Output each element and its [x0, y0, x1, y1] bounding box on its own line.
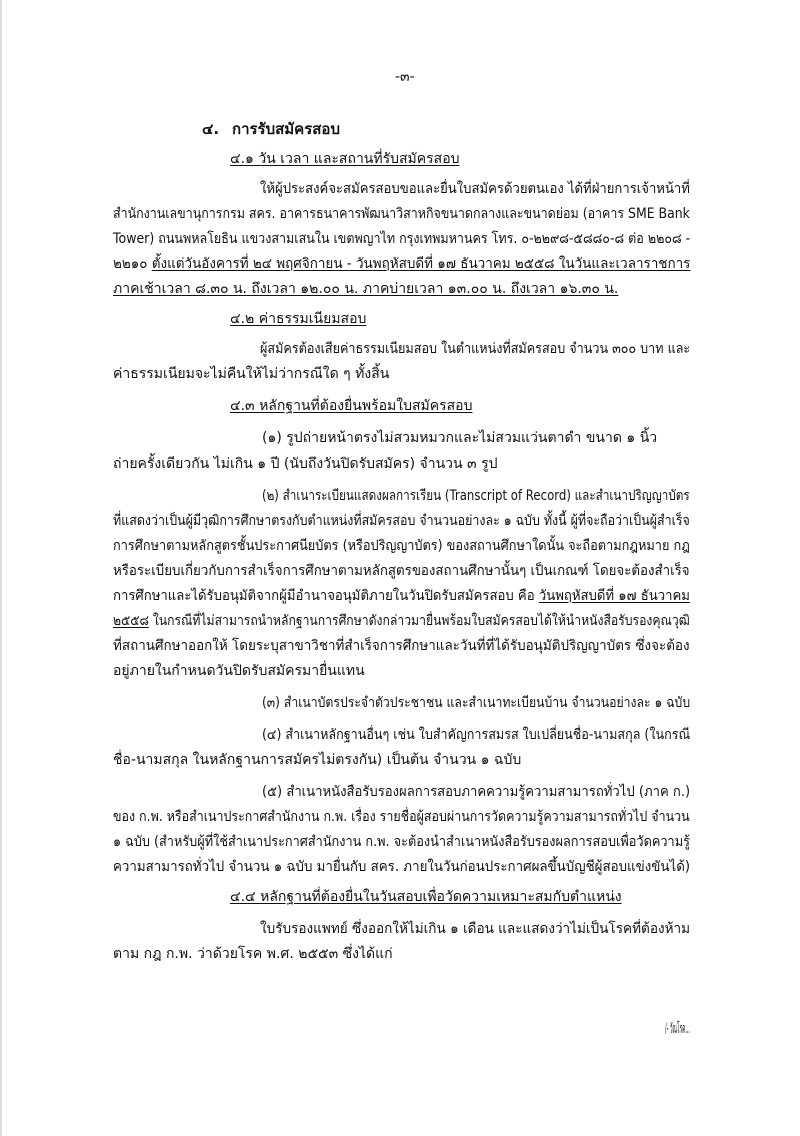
- paragraph-line: ค่าธรรมเนียมจะไม่คืนให้ไม่ว่ากรณีใด ๆ ทั้งสิ้น: [113, 366, 390, 382]
- scan-edge: [0, 0, 2, 1136]
- paragraph-line: ใบรับรองแพทย์ ซึ่งออกให้ไม่เกิน ๑ เดือน และแสดงว่าไม่เป็นโรคที่ต้องห้าม: [260, 921, 691, 937]
- list-item: (๕) สำเนาหนังสือรับรองผลการสอบภาคความรู้ความสามารถทั่วไป (ภาค ก.): [262, 784, 691, 800]
- paragraph-line: ของ ก.พ. หรือสำเนาประกาศสำนักงาน ก.พ. เรื่อง รายชื่อผู้สอบผ่านการวัดความรู้ความสามารถทั่วไป จำนวน: [113, 809, 690, 825]
- list-item: (๔) สำเนาหลักฐานอื่นๆ เช่น ใบสำคัญการสมรส ใบเปลี่ยนชื่อ-นามสกุล (ในกรณี: [262, 727, 691, 743]
- paragraph-line: ตาม กฎ ก.พ. ว่าด้วยโรค พ.ศ. ๒๕๕๓ ซึ่งได้แก่: [113, 946, 393, 962]
- paragraph-line: ให้ผู้ประสงค์จะสมัครสอบขอและยื่นใบสมัครด้วยตนเอง ได้ที่ฝ่ายการเจ้าหน้าที่: [260, 181, 690, 197]
- paragraph-line: หรือระเบียบเกี่ยวกับการสำเร็จการศึกษาตามหลักสูตรของสถานศึกษานั้นๆ เป็นเกณฑ์ โดยจะต้องสำเร็จ: [113, 563, 690, 579]
- subsection-4-1-heading: ๔.๑ วัน เวลา และสถานที่รับสมัครสอบ: [230, 151, 460, 167]
- paragraph-line: ที่แสดงว่าเป็นผู้มีวุฒิการศึกษาตรงกับตำแหน่งที่สมัครสอบ จำนวนอย่างละ ๑ ฉบับ ทั้งนี้ ผู้ที่จะถือว่าเป็นผู้สำเร็จ: [113, 513, 690, 529]
- paragraph-line: สำนักงานเลขานุการกรม สคร. อาคารธนาคารพัฒนาวิสาหกิจขนาดกลางและขนาดย่อม (อาคาร SME Bank: [113, 206, 690, 222]
- list-item: (๑) รูปถ่ายหน้าตรงไม่สวมหมวกและไม่สวมแว่นตาดำ ขนาด ๑ นิ้ว: [262, 430, 658, 446]
- paragraph-line: ถ่ายครั้งเดียวกัน ไม่เกิน ๑ ปี (นับถึงวันปิดรับสมัคร) จำนวน ๓ รูป: [113, 456, 498, 472]
- paragraph-line: อยู่ภายในกำหนดวันปิดรับสมัครมายื่นแทน: [113, 663, 365, 679]
- continuation-note: /- วัณโรค...: [665, 1021, 690, 1037]
- text-run: การศึกษาและได้รับอนุมัติจากผู้มีอำนาจอนุมัติภายในวันปิดรับสมัครสอบ คือ: [113, 588, 539, 604]
- list-item: (๒) สำเนาระเบียนแสดงผลการเรียน (Transcript of Record) และสำเนาปริญญาบัตร: [262, 488, 690, 504]
- subsection-4-3-heading: ๔.๓ หลักฐานที่ต้องยื่นพร้อมใบสมัครสอบ: [230, 398, 473, 414]
- page-number: -๓-: [395, 69, 415, 85]
- subsection-4-4-heading: ๔.๔ หลักฐานที่ต้องยื่นในวันสอบเพื่อวัดความเหมาะสมกับตำแหน่ง: [230, 889, 622, 905]
- paragraph-line: ที่สถานศึกษาออกให้ โดยระบุสาขาวิชาที่สำเร็จการศึกษาและวันที่ที่ได้รับอนุมัติปริญญาบัตร ซึ่งจะต้อง: [113, 638, 690, 654]
- underlined-text: วันพฤหัสบดีที่ ๑๗ ธันวาคม: [538, 588, 690, 604]
- paragraph-line: ๑ ฉบับ (สำหรับผู้ที่ใช้สำเนาประกาศสำนักงาน ก.พ. จะต้องนำสำเนาหนังสือรับรองผลการสอบเพื่อวัดความรู้: [113, 834, 690, 850]
- subsection-4-2-heading: ๔.๒ ค่าธรรมเนียมสอบ: [230, 311, 367, 327]
- section-title: การรับสมัครสอบ: [232, 120, 340, 138]
- paragraph-line: ความสามารถทั่วไป จำนวน ๑ ฉบับ มายื่นกับ สคร. ภายในวันก่อนประกาศผลขึ้นบัญชีผู้สอบแข่งขันได้): [113, 859, 691, 875]
- paragraph-line: [113, 253, 690, 275]
- list-item: (๓) สำเนาบัตรประจำตัวประชาชน และสำเนาทะเบียนบ้าน จำนวนอย่างละ ๑ ฉบับ: [262, 695, 691, 711]
- paragraph-line: Tower) ถนนพหลโยธิน แขวงสามเสนใน เขตพญาไท กรุงเทพมหานคร โทร. ๐-๒๒๙๘-๕๘๘๐-๘ ต่อ ๒๒๐๘ -: [113, 231, 691, 247]
- paragraph-line: [113, 585, 690, 607]
- text-run: ในกรณีที่ไม่สามารถนำหลักฐานการศึกษาดังกล่าวมายื่นพร้อมใบสมัครสอบได้ให้นำหนังสือรับรองคุณวุฒิ: [148, 613, 690, 629]
- underlined-text: ๒๕๕๘: [113, 613, 149, 629]
- paragraph-line: การศึกษาตามหลักสูตรชั้นประกาศนียบัตร (หรือปริญญาบัตร) ของสถานศึกษาใดนั้น จะถือตามกฎหมาย กฎ: [113, 538, 690, 554]
- text-run: ๒๒๑๐: [113, 256, 152, 272]
- underlined-text: ตั้งแต่วันอังคารที่ ๒๔ พฤศจิกายน - วันพฤหัสบดีที่ ๑๗ ธันวาคม ๒๕๕๘ ในวันและเวลาราชการ: [151, 256, 691, 272]
- paragraph-line: ผู้สมัครต้องเสียค่าธรรมเนียมสอบ ในตำแหน่งที่สมัครสอบ จำนวน ๓๐๐ บาท และ: [260, 341, 691, 357]
- section-number: ๔.: [202, 120, 220, 138]
- paragraph-line: [113, 610, 690, 632]
- paragraph-line: ชื่อ-นามสกุล ในหลักฐานการสมัครไม่ตรงกัน) เป็นต้น จำนวน ๑ ฉบับ: [113, 752, 522, 768]
- paragraph-line-underlined: ภาคเช้าเวลา ๘.๓๐ น. ถึงเวลา ๑๒.๐๐ น. ภาคบ่ายเวลา ๑๓.๐๐ น. ถึงเวลา ๑๖.๓๐ น.: [113, 281, 619, 297]
